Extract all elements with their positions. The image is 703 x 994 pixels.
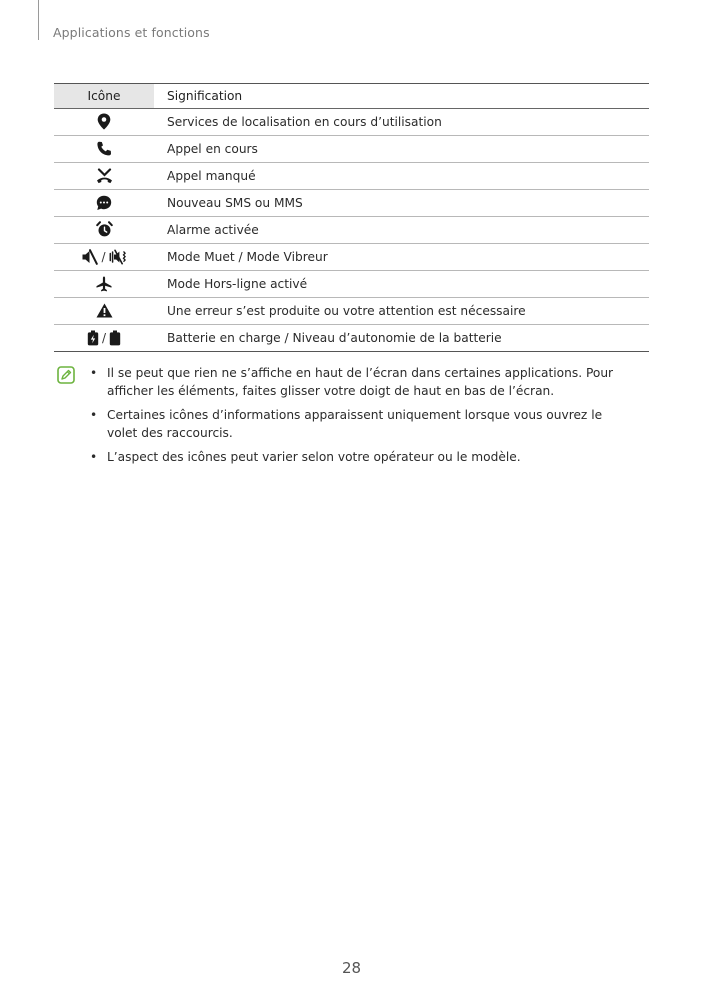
row-meaning: Batterie en charge / Niveau d’autonomie de la batterie <box>167 331 502 345</box>
mute-icon <box>81 249 98 265</box>
list-item: • L’aspect des icônes peut varier selon votre opérateur ou le modèle. <box>90 448 630 466</box>
list-item: • Certaines icônes d’informations apparaissent uniquement lorsque vous ouvrez le volet des raccourcis. <box>90 406 630 442</box>
column-header-meaning: Signification <box>167 89 243 103</box>
table-row <box>54 244 649 271</box>
icon-meaning-table <box>54 83 649 352</box>
note-pencil-icon <box>57 366 75 384</box>
row-meaning: Nouveau SMS ou MMS <box>167 196 303 210</box>
list-item: • Il se peut que rien ne s’affiche en haut de l’écran dans certaines applications. Pour afficher les éléments, faites glisser votre doigt de haut en bas de l’écran. <box>90 364 630 400</box>
alarm-icon <box>96 221 113 238</box>
icon-separator: / <box>101 249 106 264</box>
warning-icon <box>96 303 113 318</box>
table-header-row <box>54 84 649 109</box>
vibrate-icon <box>109 249 127 265</box>
icon-separator: / <box>101 330 107 345</box>
table-row <box>54 217 649 244</box>
table-row <box>54 163 649 190</box>
table-row <box>54 136 649 163</box>
table-row <box>54 325 649 352</box>
row-meaning: Appel manqué <box>167 169 256 183</box>
table-row <box>54 271 649 298</box>
table-row <box>54 298 649 325</box>
row-meaning: Services de localisation en cours d’utilisation <box>167 115 442 129</box>
section-header: Applications et fonctions <box>53 25 210 40</box>
row-meaning: Mode Muet / Mode Vibreur <box>167 250 328 264</box>
row-meaning: Mode Hors-ligne activé <box>167 277 308 291</box>
column-header-icon: Icône <box>54 84 154 109</box>
battery-level-icon <box>109 330 121 346</box>
message-icon <box>96 195 112 211</box>
table-row <box>54 190 649 217</box>
battery-charging-icon <box>87 330 99 346</box>
row-meaning: Une erreur s’est produite ou votre attention est nécessaire <box>167 304 526 318</box>
notes-list <box>90 364 630 472</box>
phone-call-icon <box>96 141 112 157</box>
row-meaning: Appel en cours <box>167 142 258 156</box>
left-margin-rule <box>38 0 39 40</box>
table-row <box>54 109 649 136</box>
row-meaning: Alarme activée <box>167 223 259 237</box>
location-pin-icon <box>97 113 111 130</box>
page-number: 28 <box>341 959 362 977</box>
missed-call-icon <box>96 168 113 184</box>
airplane-icon <box>96 276 112 292</box>
